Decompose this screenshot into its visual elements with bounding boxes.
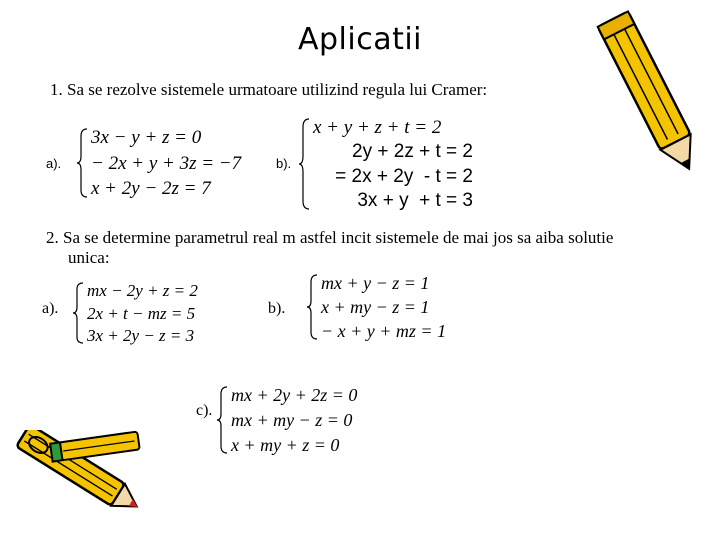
pencil-icon [596,2,706,187]
equation: mx + my − z = 0 [231,410,353,430]
equation: = 2x + 2y - t = 2 [335,165,473,187]
brace-icon [72,282,84,344]
equation: − 2x + y + 3z = −7 [91,152,242,174]
slide-title: Aplicatii [297,22,423,57]
pencils-icon [0,430,160,538]
problem-2a-label: a). [42,300,59,317]
problem-2a-system [72,282,198,344]
equation: x + y + z + t = 2 [313,117,442,138]
brace-icon [76,128,88,198]
equation: mx + 2y + 2z = 0 [231,385,358,405]
equation: 3x + y + t = 3 [357,189,473,211]
equation: − x + y + mz = 1 [321,321,447,341]
problem-2-text-line1: 2. Sa se determine parametrul real m astfel incit sistemele de mai jos sa aiba solutie [46,228,614,247]
equation: x + my − z = 1 [321,297,430,317]
equation: x + my + z = 0 [231,435,340,455]
problem-1a-label: a). [46,156,62,171]
problem-2b-label: b). [268,300,286,317]
problem-2c-system [216,386,357,454]
equation: 3x − y + z = 0 [91,127,202,148]
equation: mx + y − z = 1 [321,273,430,293]
problem-1b-system [298,118,473,210]
brace-icon [216,386,228,454]
problem-2-text-line2: unica: [68,248,110,267]
problem-1a-system [76,128,241,198]
equation: mx − 2y + z = 2 [87,281,198,300]
problem-1b-label: b). [276,156,292,171]
problem-2b-system [306,274,446,340]
problem-2c-label: c). [196,402,213,419]
equation: x + 2y − 2z = 7 [91,178,211,199]
brace-icon [298,118,310,210]
equation: 2x + t − mz = 5 [87,303,196,323]
brace-icon [306,274,318,340]
problem-1-text: 1. Sa se rezolve sistemele urmatoare utilizind regula lui Cramer: [50,80,488,99]
equation: 3x + 2y − z = 3 [87,326,195,345]
equation: 2y + 2z + t = 2 [352,141,473,163]
